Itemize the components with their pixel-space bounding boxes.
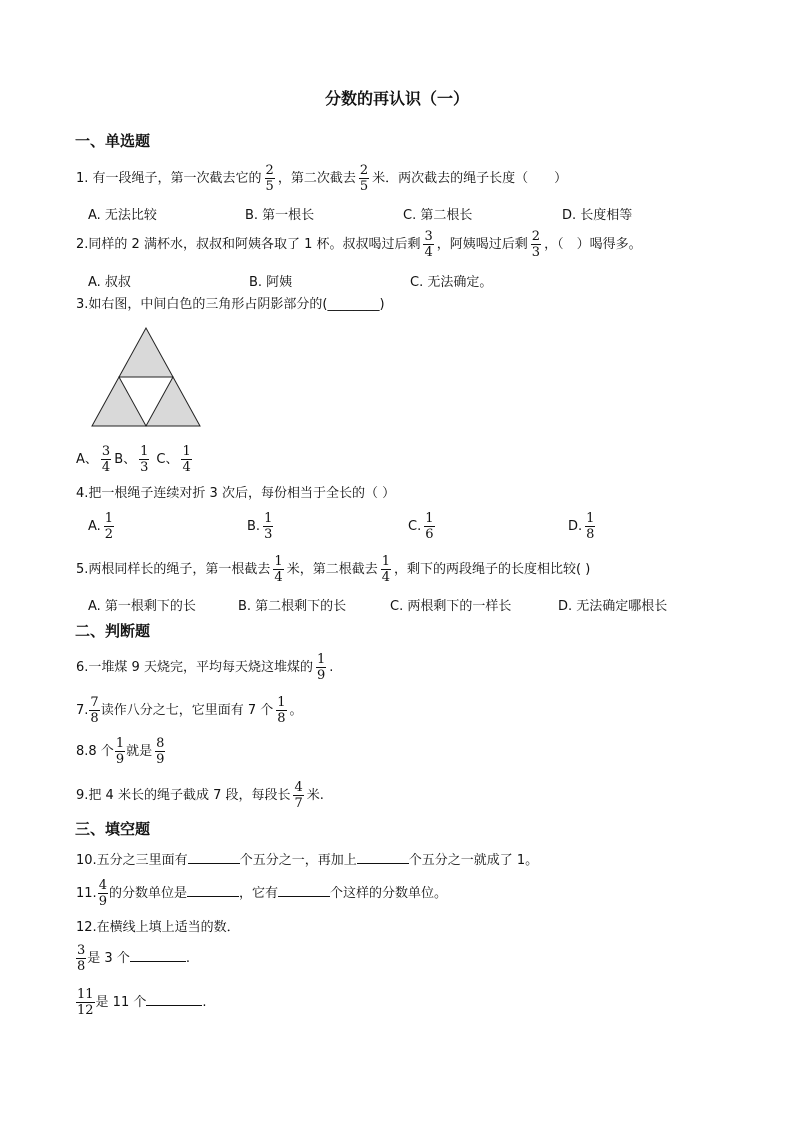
answer-blank[interactable]: [278, 884, 330, 897]
fraction: $\frac{2}{5}$: [359, 163, 369, 194]
question-3: 3.如右图，中间白色的三角形占阴影部分的(________): [76, 297, 385, 312]
question-12-part-b: $\frac{11}{12}$ 是 11 个 .: [77, 987, 207, 1018]
fraction: $\frac{4}{7}$: [294, 780, 303, 811]
q5-option-b[interactable]: B. 第二根剩下的长: [238, 599, 347, 614]
question-6: 6.一堆煤 9 天烧完，平均每天烧这堆煤的 $\frac{1}{9}$ .: [76, 652, 334, 683]
section-heading-fill-in: 三、填空题: [75, 820, 151, 838]
q3-option-b[interactable]: B、 $\frac{1}{3}$: [114, 444, 149, 475]
fraction: $\frac{1}{4}$: [381, 554, 390, 585]
fraction: $\frac{2}{3}$: [531, 229, 541, 260]
question-1: 1. 有一段绳子，第一次截去它的 $\frac{2}{5}$ ，第二次截去 $\frac{2}{5}$ 米．两次截去的绳子长度（ ）: [76, 163, 568, 194]
section-heading-single-choice: 一、单选题: [75, 132, 151, 150]
q5-option-c[interactable]: C. 两根剩下的一样长: [390, 599, 512, 614]
fraction: $\frac{2}{5}$: [265, 163, 274, 194]
question-10: 10.五分之三里面有 个五分之一，再加上 个五分之一就成了 1。: [76, 853, 539, 868]
fraction: $\frac{3}{8}$: [77, 943, 86, 974]
q3-option-a[interactable]: A、 $\frac{3}{4}$: [76, 444, 111, 475]
q1-option-a[interactable]: A. 无法比较: [88, 208, 157, 223]
fraction: $\frac{8}{9}$: [156, 736, 165, 767]
fraction: $\frac{1}{8}$: [586, 511, 595, 542]
section-heading-true-false: 二、判断题: [75, 622, 151, 640]
q2-option-b[interactable]: B. 阿姨: [249, 275, 293, 290]
answer-blank[interactable]: [188, 851, 240, 864]
fraction: $\frac{1}{3}$: [140, 444, 149, 475]
answer-blank[interactable]: [146, 993, 202, 1006]
q4-option-c[interactable]: C. $\frac{1}{6}$: [408, 511, 434, 542]
fraction: $\frac{3}{4}$: [424, 229, 433, 260]
q2-option-c[interactable]: C. 无法确定。: [410, 275, 493, 290]
fraction: $\frac{1}{4}$: [182, 444, 191, 475]
answer-blank[interactable]: [187, 884, 239, 897]
question-11: 11. $\frac{4}{9}$ 的分数单位是 ，它有 个这样的分数单位。: [76, 878, 448, 909]
triangle-figure: [90, 326, 202, 428]
q4-option-b[interactable]: B. $\frac{1}{3}$: [247, 511, 273, 542]
q2-option-a[interactable]: A. 叔叔: [88, 275, 131, 290]
q5-option-d[interactable]: D. 无法确定哪根长: [558, 599, 668, 614]
q1-option-c[interactable]: C. 第二根长: [403, 208, 473, 223]
q4-option-d[interactable]: D. $\frac{1}{8}$: [568, 511, 595, 542]
fraction: $\frac{1}{6}$: [425, 511, 434, 542]
question-8: 8.8 个 $\frac{1}{9}$ 就是 $\frac{8}{9}$: [76, 736, 165, 767]
fraction: $\frac{1}{9}$: [316, 652, 326, 683]
q1-option-b[interactable]: B. 第一根长: [245, 208, 315, 223]
question-5: 5.两根同样长的绳子，第一根截去 $\frac{1}{4}$ 米，第二根截去 $\frac{1}{4}$ ，剩下的两段绳子的长度相比较( ): [76, 554, 591, 585]
fraction: $\frac{1}{2}$: [104, 511, 114, 542]
fraction: $\frac{1}{4}$: [274, 554, 283, 585]
fraction: $\frac{7}{8}$: [90, 695, 99, 726]
question-9: 9.把 4 米长的绳子截成 7 段，每段长 $\frac{4}{7}$ 米.: [76, 780, 324, 811]
answer-blank[interactable]: [130, 949, 186, 962]
q4-option-a[interactable]: A. $\frac{1}{2}$: [88, 511, 114, 542]
question-12-part-a: $\frac{3}{8}$ 是 3 个 .: [77, 943, 190, 974]
fraction: $\frac{11}{12}$: [77, 987, 94, 1018]
question-4: 4.把一根绳子连续对折 3 次后，每份相当于全长的（ ）: [76, 486, 396, 501]
q5-option-a[interactable]: A. 第一根剩下的长: [88, 599, 196, 614]
page-title: 分数的再认识（一）: [324, 89, 469, 108]
answer-blank[interactable]: [357, 851, 409, 864]
question-7: 7. $\frac{7}{8}$ 读作八分之七，它里面有 7 个 $\frac{1}{8}$ 。: [76, 695, 303, 726]
fraction: $\frac{3}{4}$: [101, 444, 111, 475]
fraction: $\frac{1}{9}$: [115, 736, 125, 767]
fraction: $\frac{4}{9}$: [98, 878, 107, 909]
question-2: 2.同样的 2 满杯水，叔叔和阿姨各取了 1 杯。叔叔喝过后剩 $\frac{3}{4}$ ，阿姨喝过后剩 $\frac{2}{3}$ ，（ ）喝得多。: [76, 229, 642, 260]
q1-option-d[interactable]: D. 长度相等: [562, 208, 633, 223]
fraction: $\frac{1}{8}$: [277, 695, 286, 726]
q3-options: [76, 445, 195, 475]
fraction: $\frac{1}{3}$: [264, 511, 273, 542]
question-12: 12.在横线上填上适当的数．: [76, 920, 240, 935]
q3-option-c[interactable]: C、 $\frac{1}{4}$: [156, 444, 191, 475]
